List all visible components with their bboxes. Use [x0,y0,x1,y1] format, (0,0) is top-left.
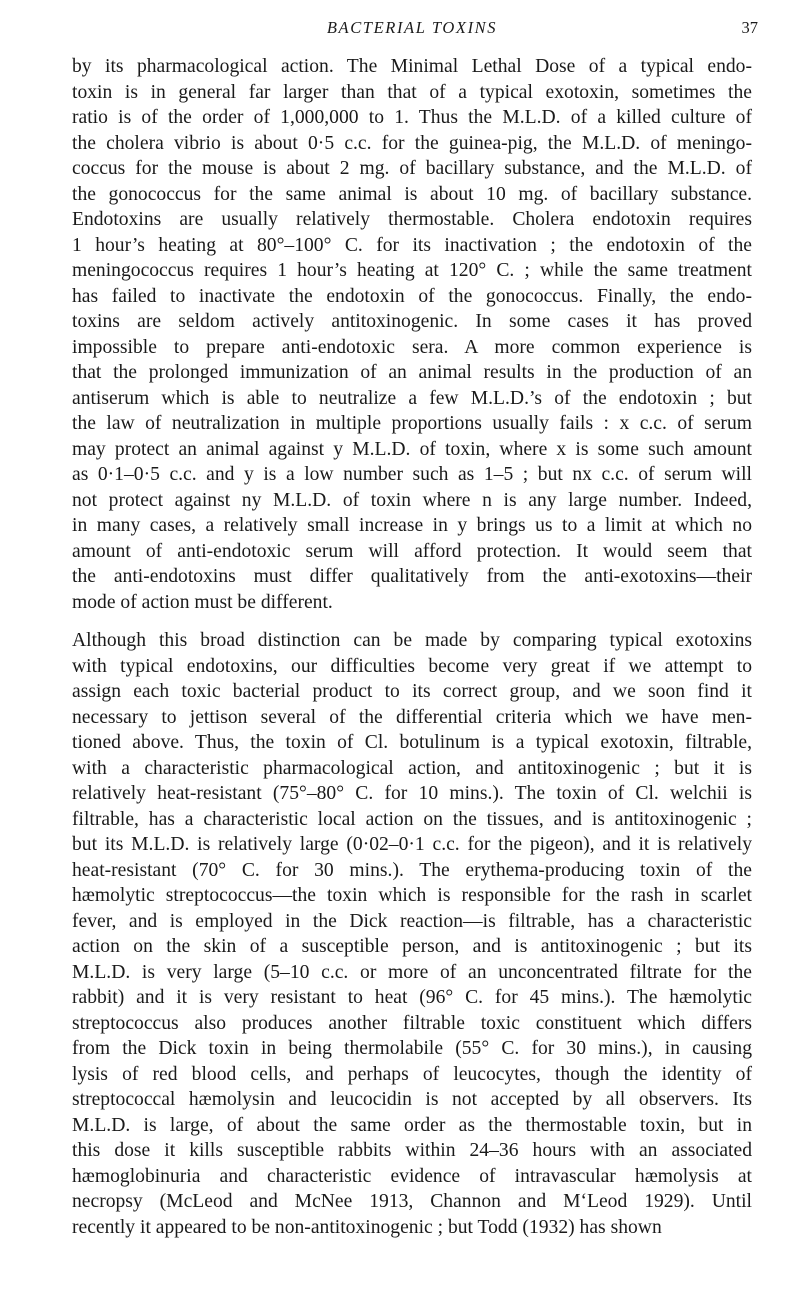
text-line: heat-resistant (70° C. for 30 mins.). The erythema-producing toxin of the [72,859,752,881]
text-line: streptococcus also produces another filtrable toxic constituent which differs [72,1012,752,1034]
text-line: necessary to jettison several of the differential criteria which we have men- [72,706,752,728]
text-line: necropsy (McLeod and McNee 1913, Channon and M‘Leod 1929). Until [72,1191,752,1212]
text-line: toxin is in general far larger than that of a typical exotoxin, sometimes the [72,81,752,103]
text-line: meningococcus requires 1 hour’s heating at 120° C. ; while the same treatment [72,260,752,281]
text-line: Endotoxins are usually relatively thermostable. Cholera endotoxin requires [72,209,752,230]
book-page [72,18,758,1240]
text-line: as 0·1–0·5 c.c. and y is a low number such as 1–5 ; but nx c.c. of serum will [72,464,752,485]
text-line: has failed to inactivate the endotoxin of the gonococcus. Finally, the endo- [72,285,752,307]
text-line: with typical endotoxins, our difficulties become very great if we attempt to [72,655,752,677]
text-line: tioned above. Thus, the toxin of Cl. botulinum is a typical exotoxin, filtrable, [72,732,752,753]
text-line: not protect against ny M.L.D. of toxin where n is any large number. Indeed, [72,489,752,511]
text-line: that the prolonged immunization of an animal results in the production of an [72,362,752,383]
text-line: by its pharmacological action. The Minimal Lethal Dose of a typical endo- [72,56,752,77]
text-line: rabbit) and it is very resistant to heat (96° C. for 45 mins.). The hæmolytic [72,987,752,1008]
text-line: streptococcal hæmolysin and leucocidin is not accepted by all observers. Its [72,1089,752,1110]
text-line: hæmolytic streptococcus—the toxin which is responsible for the rash in scarlet [72,885,752,906]
running-title: BACTERIAL TOXINS [326,18,498,37]
paragraph-exotoxin-classification [72,628,752,1240]
text-line: fever, and is employed in the Dick reaction—is filtrable, has a characteristic [72,910,752,932]
text-line: lysis of red blood cells, and perhaps of leucocytes, though the identity of [72,1063,752,1085]
text-line: the anti-endotoxins must differ qualitatively from the anti-exotoxins—their [72,566,752,587]
text-line: in many cases, a relatively small increase in y brings us to a limit at which no [72,515,752,536]
text-line: filtrable, has a characteristic local action on the tissues, and is antitoxinogenic ; [72,808,752,830]
text-line: relatively heat-resistant (75°–80° C. for 10 mins.). The toxin of Cl. welchii is [72,783,752,804]
text-line: may protect an animal against y M.L.D. of toxin, where x is some such amount [72,438,752,460]
text-line: recently it appeared to be non-antitoxinogenic ; but Todd (1932) has shown [72,1216,662,1238]
text-line: M.L.D. is very large (5–10 c.c. or more of an unconcentrated filtrate for the [72,961,752,983]
text-line: with a characteristic pharmacological action, and antitoxinogenic ; but it is [72,757,752,779]
text-line: toxins are seldom actively antitoxinogenic. In some cases it has proved [72,311,752,332]
text-line: this dose it kills susceptible rabbits within 24–36 hours with an associated [72,1140,752,1161]
text-line: mode of action must be different. [72,591,333,613]
text-line: amount of anti-endotoxic serum will afford protection. It would seem that [72,540,752,562]
text-line: coccus for the mouse is about 2 mg. of bacillary substance, and the M.L.D. of [72,158,752,179]
text-line: assign each toxic bacterial product to its correct group, and we soon find it [72,681,752,702]
paragraph-endotoxin-properties [72,54,752,615]
text-line: the law of neutralization in multiple proportions usually fails : x c.c. of serum [72,413,752,434]
running-header [72,18,758,54]
text-line: from the Dick toxin in being thermolabile (55° C. for 30 mins.), in causing [72,1038,752,1059]
page-number: 37 [741,18,758,37]
text-line: antiserum which is able to neutralize a few M.L.D.’s of the endotoxin ; but [72,387,752,409]
text-line: ratio is of the order of 1,000,000 to 1. Thus the M.L.D. of a killed culture of [72,107,752,128]
text-line: Although this broad distinction can be made by comparing typical exotoxins [72,630,752,651]
text-line: the gonococcus for the same animal is about 10 mg. of bacillary substance. [72,183,752,205]
text-line: action on the skin of a susceptible person, and is antitoxinogenic ; but its [72,936,752,957]
text-line: but its M.L.D. is relatively large (0·02–0·1 c.c. for the pigeon), and it is relatively [72,834,752,855]
text-line: the cholera vibrio is about 0·5 c.c. for the guinea-pig, the M.L.D. of meningo- [72,132,752,154]
text-line: M.L.D. is large, of about the same order as the thermostable toxin, but in [72,1114,752,1136]
text-line: impossible to prepare anti-endotoxic sera. A more common experience is [72,336,752,358]
text-line: 1 hour’s heating at 80°–100° C. for its inactivation ; the endotoxin of the [72,234,752,256]
text-line: hæmoglobinuria and characteristic evidence of intravascular hæmolysis at [72,1165,752,1187]
